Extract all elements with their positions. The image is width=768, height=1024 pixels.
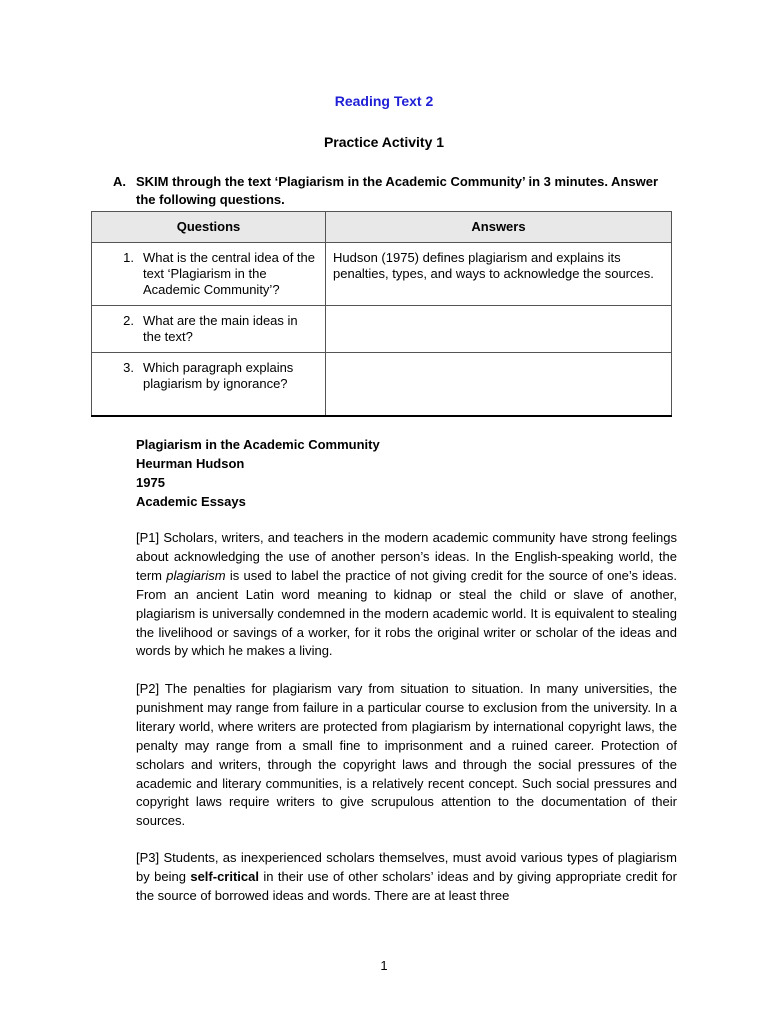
page-number: 1 — [380, 958, 388, 973]
answer-cell — [326, 306, 672, 353]
table-row — [92, 306, 672, 353]
reading-title: Reading Text 2 — [334, 93, 434, 109]
italic-term: plagiarism — [166, 567, 226, 583]
questions-header: Questions — [92, 212, 326, 243]
question-text: Which paragraph explains plagiarism by ignorance? — [143, 360, 294, 391]
activity-title: Practice Activity 1 — [323, 134, 445, 150]
answer-cell — [326, 353, 672, 417]
question-number: 2. — [123, 313, 134, 328]
questions-table — [91, 211, 672, 417]
table-row — [92, 243, 672, 306]
article-metadata — [136, 435, 380, 511]
question-text: What are the main ideas in the text? — [143, 313, 298, 344]
question-cell — [92, 243, 326, 306]
article-title: Plagiarism in the Academic Community — [136, 437, 380, 452]
paragraph-p1: [P1] Scholars, writers, and teachers in the modern academic community have strong feelings about acknowledging the use of another person’s ideas. In the English-speaking world, the term plagiarism is used to label the practice of not giving credit for the source of one’s ideas. From an ancient Latin word meaning to kidnap or steal the child or slave of another, plagiarism is universally condemned in the modern academic world. It is equivalent to stealing the livelihood or savings of a worker, for it robs the original writer or scholar of the ideas and words by which he makes a living. — [136, 530, 677, 659]
question-text: What is the central idea of the text ‘Plagiarism in the Academic Community’? — [143, 250, 315, 297]
question-number: 1. — [123, 250, 134, 265]
bold-term: self-critical — [190, 868, 259, 884]
instruction — [113, 173, 673, 209]
instruction-letter: A. — [113, 174, 126, 189]
answers-header: Answers — [326, 212, 672, 243]
question-cell — [92, 306, 326, 353]
article-source: Academic Essays — [136, 494, 246, 509]
question-cell — [92, 353, 326, 417]
paragraph-p3: [P3] Students, as inexperienced scholars themselves, must avoid various types of plagiarism by being self-critical in their use of other scholars’ ideas and by giving appropriate credit for the source of borrowed ideas and words. There are at least three — [136, 850, 677, 903]
paragraph-p2: [P2] The penalties for plagiarism vary from situation to situation. In many universities, the punishment may range from failure in a particular course to exclusion from the university. In a literary world, where writers are protected from plagiarism by international copyright laws, the penalty may range from a small fine to imprisonment and a ruined career. Protection of scholars and writers, through the copyright laws and through the social pressures of the academic and literary communities, is a relatively recent concept. Such social pressures and copyright laws require writers to give scrupulous attention to the documentation of their sources. — [136, 681, 677, 829]
table-row — [92, 353, 672, 417]
question-number: 3. — [123, 360, 134, 375]
table-header-row — [92, 212, 672, 243]
article-author: Heurman Hudson — [136, 456, 245, 471]
instruction-text: SKIM through the text ‘Plagiarism in the Academic Community’ in 3 minutes. Answer the following questions. — [136, 174, 659, 207]
article-year: 1975 — [136, 475, 165, 490]
answer-cell: Hudson (1975) defines plagiarism and explains its penalties, types, and ways to acknowledge the sources. — [326, 243, 672, 306]
